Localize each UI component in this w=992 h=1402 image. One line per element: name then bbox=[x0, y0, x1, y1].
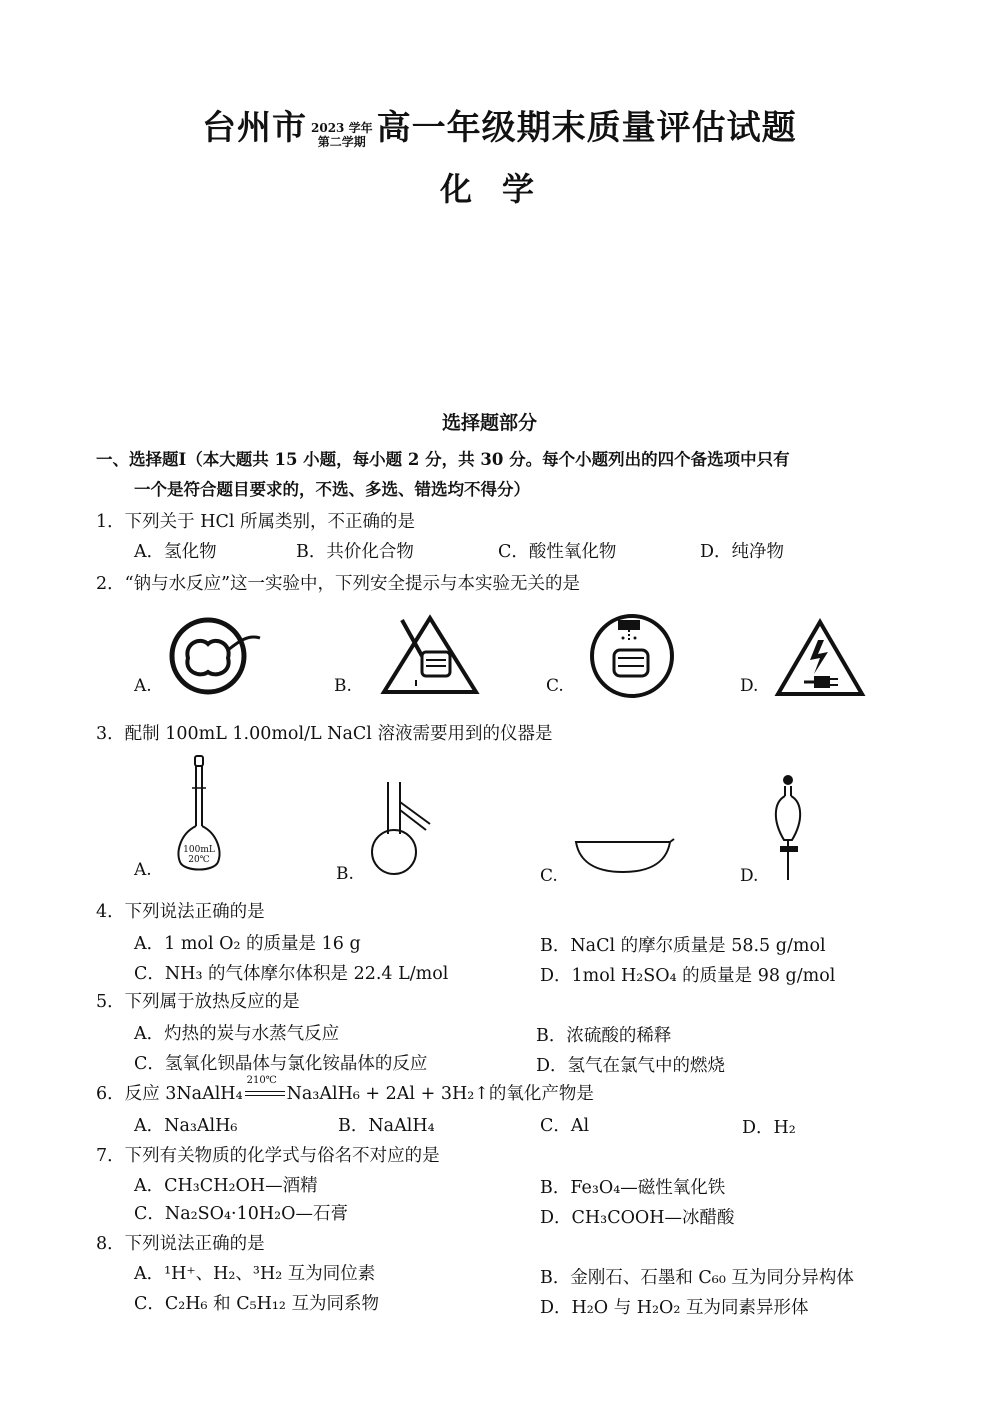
q3-option-c[interactable]: C. bbox=[540, 866, 558, 886]
q5-option-c[interactable]: C．氢氧化钡晶体与氯化铵晶体的反应 bbox=[134, 1054, 428, 1074]
q4-option-d[interactable]: D．1mol H₂SO₄ 的质量是 98 g/mol bbox=[540, 966, 836, 986]
q7-stem: 7．下列有关物质的化学式与俗名不对应的是 bbox=[96, 1146, 440, 1166]
flask-label bbox=[181, 845, 217, 865]
q5-stem: 5．下列属于放热反应的是 bbox=[96, 992, 300, 1012]
q6-option-d[interactable]: D．H₂ bbox=[742, 1118, 796, 1138]
sharp-object-warning-icon bbox=[382, 614, 482, 696]
term-semester: 第二学期 bbox=[317, 134, 366, 149]
q1-option-b[interactable]: B．共价化合物 bbox=[296, 542, 414, 562]
evaporating-dish-icon bbox=[574, 836, 674, 876]
electric-hazard-icon bbox=[774, 618, 866, 698]
q6-stem bbox=[96, 1074, 594, 1105]
q5-option-d[interactable]: D．氢气在氯气中的燃烧 bbox=[536, 1056, 726, 1076]
flask-temperature: 20℃ bbox=[188, 855, 210, 865]
q2-option-d[interactable]: D. bbox=[740, 676, 759, 696]
q1-option-c[interactable]: C．酸性氧化物 bbox=[498, 542, 617, 562]
q6-option-a[interactable]: A．Na₃AlH₆ bbox=[134, 1116, 238, 1136]
q3-option-b[interactable]: B. bbox=[336, 864, 354, 884]
reaction-condition bbox=[245, 1074, 285, 1105]
term-stack bbox=[311, 121, 373, 149]
distilling-flask-icon bbox=[370, 780, 440, 880]
q2-option-b[interactable]: B. bbox=[334, 676, 352, 696]
term-year: 2023 学年 bbox=[311, 120, 373, 135]
q5-option-b[interactable]: B．浓硫酸的稀释 bbox=[536, 1026, 672, 1046]
wash-hands-icon bbox=[588, 612, 678, 702]
q7-option-d[interactable]: D．CH₃COOH—冰醋酸 bbox=[540, 1208, 735, 1228]
q6-option-b[interactable]: B．NaAlH₄ bbox=[338, 1116, 435, 1136]
q4-option-c[interactable]: C．NH₃ 的气体摩尔体积是 22.4 L/mol bbox=[134, 964, 449, 984]
q6-option-c[interactable]: C．Al bbox=[540, 1116, 590, 1136]
q1-option-d[interactable]: D．纯净物 bbox=[700, 542, 785, 562]
q2-stem: 2．“钠与水反应”这一实验中，下列安全提示与本实验无关的是 bbox=[96, 574, 581, 594]
q4-option-a[interactable]: A．1 mol O₂ 的质量是 16 g bbox=[134, 934, 361, 954]
q8-option-d[interactable]: D．H₂O 与 H₂O₂ 互为同素异形体 bbox=[540, 1298, 809, 1318]
q4-option-b[interactable]: B．NaCl 的摩尔质量是 58.5 g/mol bbox=[540, 936, 826, 956]
q8-option-b[interactable]: B．金刚石、石墨和 C₆₀ 互为同分异构体 bbox=[540, 1268, 854, 1288]
q8-stem: 8．下列说法正确的是 bbox=[96, 1234, 265, 1254]
section-title: 选择题部分 bbox=[442, 412, 538, 434]
title-main: 高一年级期末质量评估试题 bbox=[376, 108, 797, 148]
q7-option-a[interactable]: A．CH₃CH₂OH—酒精 bbox=[134, 1176, 318, 1196]
q2-option-a[interactable]: A. bbox=[134, 676, 152, 696]
exam-title bbox=[202, 100, 797, 149]
flask-volume: 100mL bbox=[183, 845, 215, 855]
subject-title: 化学 bbox=[440, 170, 565, 208]
q6-stem-suffix: Na₃AlH₆ + 2Al + 3H₂↑的氧化产物是 bbox=[286, 1084, 594, 1104]
q3-option-a[interactable]: A. bbox=[134, 860, 152, 880]
q1-option-a[interactable]: A．氢化物 bbox=[134, 542, 217, 562]
q5-option-a[interactable]: A．灼热的炭与水蒸气反应 bbox=[134, 1024, 340, 1044]
q2-option-c[interactable]: C. bbox=[546, 676, 564, 696]
q6-stem-prefix: 6．反应 3NaAlH₄ bbox=[96, 1084, 243, 1104]
q7-option-c[interactable]: C．Na₂SO₄·10H₂O—石膏 bbox=[134, 1204, 348, 1224]
separatory-funnel-icon bbox=[770, 774, 810, 886]
instruction-line-1: 一、选择题I（本大题共 15 小题，每小题 2 分，共 30 分。每个小题列出的四个备选项中只有 bbox=[96, 450, 790, 469]
q3-stem: 3．配制 100mL 1.00mol/L NaCl 溶液需要用到的仪器是 bbox=[96, 724, 553, 744]
q8-option-a[interactable]: A．¹H⁺、H₂、³H₂ 互为同位素 bbox=[134, 1264, 376, 1284]
q3-option-d[interactable]: D. bbox=[740, 866, 759, 886]
q1-stem: 1．下列关于 HCl 所属类别，不正确的是 bbox=[96, 512, 416, 532]
hot-surface-icon bbox=[170, 614, 270, 706]
q8-option-c[interactable]: C．C₂H₆ 和 C₅H₁₂ 互为同系物 bbox=[134, 1294, 379, 1314]
title-city: 台州市 bbox=[202, 108, 307, 148]
instruction-line-2: 一个是符合题目要求的，不选、多选、错选均不得分） bbox=[134, 480, 530, 499]
q7-option-b[interactable]: B．Fe₃O₄—磁性氧化铁 bbox=[540, 1178, 726, 1198]
q6-condition: 210℃ bbox=[246, 1074, 277, 1086]
q4-stem: 4．下列说法正确的是 bbox=[96, 902, 265, 922]
